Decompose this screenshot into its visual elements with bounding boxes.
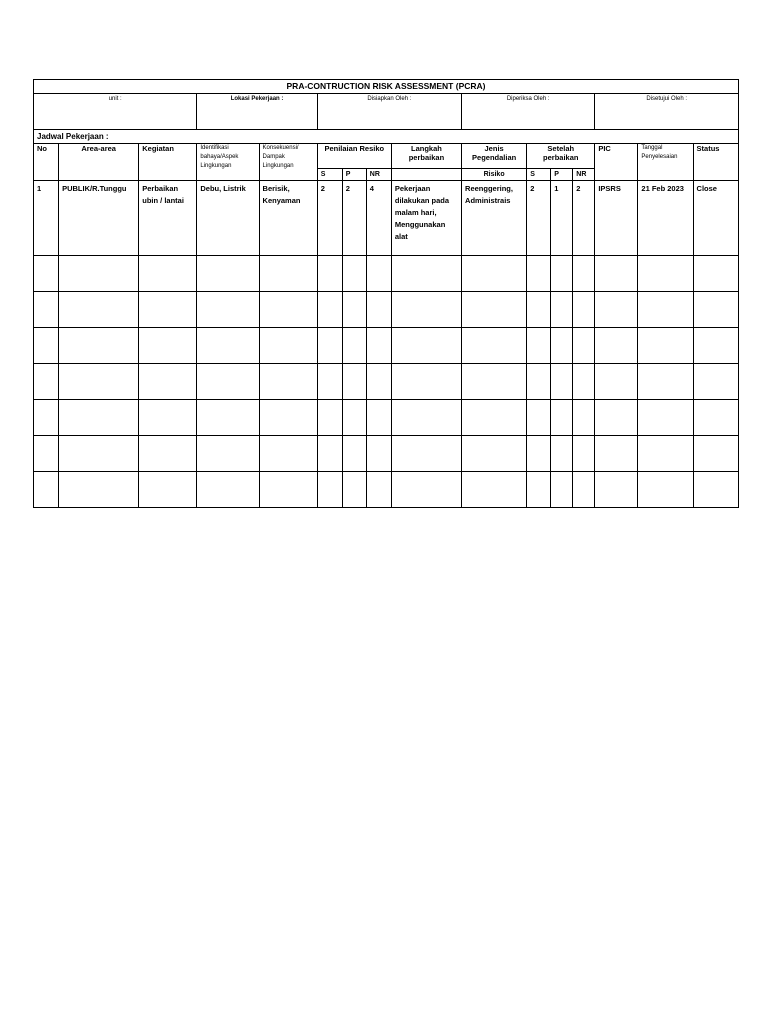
empty-cell [638,364,693,400]
empty-cell [638,328,693,364]
empty-cell [693,436,738,472]
empty-cell [638,400,693,436]
empty-cell [34,328,59,364]
empty-cell [139,436,197,472]
empty-cell [573,364,595,400]
empty-cell [259,256,317,292]
empty-cell [693,400,738,436]
disetujui-field: Disetujui Oleh : [595,94,739,130]
empty-cell [527,364,551,400]
empty-cell [342,256,366,292]
lokasi-field: Lokasi Pekerjaan : [197,94,317,130]
empty-cell [462,328,527,364]
header-nr: NR [366,169,391,181]
header-setelah: Setelah perbaikan [527,144,595,169]
empty-cell [366,328,391,364]
empty-cell [259,364,317,400]
empty-cell [34,472,59,508]
header-s2: S [527,169,551,181]
empty-cell [527,400,551,436]
empty-cell [391,292,461,328]
header-row [34,144,739,169]
empty-cell [638,436,693,472]
empty-cell [259,292,317,328]
empty-cell [595,256,638,292]
empty-cell [139,328,197,364]
empty-table-row [34,328,739,364]
empty-cell [573,292,595,328]
empty-cell [197,292,259,328]
empty-cell [595,472,638,508]
empty-cell [342,472,366,508]
empty-cell [595,328,638,364]
empty-cell [638,292,693,328]
pcra-form [33,79,739,508]
header-s: S [317,169,342,181]
empty-table-row [34,292,739,328]
empty-cell [391,436,461,472]
empty-cell [527,472,551,508]
empty-cell [366,364,391,400]
empty-cell [573,436,595,472]
empty-cell [139,472,197,508]
cell-kegiatan: Perbaikan ubin / lantai [139,181,197,256]
empty-cell [317,256,342,292]
signature-row [34,94,739,130]
empty-cell [139,292,197,328]
empty-cell [551,256,573,292]
cell-area: PUBLIK/R.Tunggu [59,181,139,256]
empty-cell [317,292,342,328]
empty-cell [59,328,139,364]
empty-cell [595,436,638,472]
empty-table-row [34,400,739,436]
empty-cell [59,472,139,508]
empty-cell [317,472,342,508]
cell-status: Close [693,181,738,256]
empty-cell [391,328,461,364]
empty-cell [139,400,197,436]
disiapkan-field: Disiapkan Oleh : [317,94,461,130]
empty-cell [34,292,59,328]
empty-cell [551,400,573,436]
cell-p: 2 [342,181,366,256]
empty-cell [59,292,139,328]
empty-cell [391,400,461,436]
empty-cell [317,436,342,472]
empty-cell [693,328,738,364]
empty-cell [317,364,342,400]
cell-konsekuensi: Berisik, Kenyaman [259,181,317,256]
empty-cell [59,256,139,292]
empty-cell [139,256,197,292]
empty-cell [366,400,391,436]
empty-cell [551,436,573,472]
header-pic: PIC [595,144,638,181]
empty-cell [551,292,573,328]
header-nr2: NR [573,169,595,181]
empty-cell [259,400,317,436]
pcra-table [33,79,739,508]
empty-cell [462,400,527,436]
header-risiko: Risiko [462,169,527,181]
empty-cell [366,292,391,328]
empty-cell [638,472,693,508]
empty-cell [693,256,738,292]
empty-cell [551,364,573,400]
empty-cell [638,256,693,292]
empty-cell [462,256,527,292]
empty-cell [197,364,259,400]
table-row [34,181,739,256]
empty-cell [573,328,595,364]
empty-cell [342,328,366,364]
empty-cell [197,400,259,436]
empty-cell [551,328,573,364]
empty-cell [462,292,527,328]
empty-rows [34,256,739,508]
empty-cell [197,472,259,508]
empty-cell [462,472,527,508]
empty-cell [573,256,595,292]
cell-identifikasi: Debu, Listrik [197,181,259,256]
jadwal-field: Jadwal Pekerjaan : [34,130,739,144]
empty-cell [197,328,259,364]
empty-cell [197,436,259,472]
cell-s: 2 [317,181,342,256]
empty-cell [527,436,551,472]
empty-cell [595,400,638,436]
empty-cell [366,256,391,292]
empty-cell [59,364,139,400]
empty-cell [366,436,391,472]
empty-cell [391,256,461,292]
header-status: Status [693,144,738,181]
empty-cell [391,364,461,400]
empty-cell [342,292,366,328]
empty-cell [693,364,738,400]
header-area: Area-area [59,144,139,181]
empty-cell [693,292,738,328]
empty-cell [139,364,197,400]
empty-cell [259,472,317,508]
empty-cell [59,436,139,472]
header-p2: P [551,169,573,181]
empty-cell [595,292,638,328]
empty-table-row [34,436,739,472]
cell-p2: 1 [551,181,573,256]
empty-cell [34,364,59,400]
form-title: PRA-CONTRUCTION RISK ASSESSMENT (PCRA) [34,80,739,94]
empty-cell [462,436,527,472]
empty-cell [342,400,366,436]
header-langkah-blank [391,169,461,181]
header-no: No [34,144,59,181]
cell-tanggal: 21 Feb 2023 [638,181,693,256]
header-penilaian: Penilaian Resiko [317,144,391,169]
cell-langkah: Pekerjaan dilakukan pada malam hari, Menggunakan alat [391,181,461,256]
cell-jenis: Reenggering, Administrais [462,181,527,256]
cell-nr: 4 [366,181,391,256]
empty-cell [259,328,317,364]
empty-cell [595,364,638,400]
empty-cell [317,400,342,436]
empty-cell [693,472,738,508]
empty-cell [34,256,59,292]
header-p: P [342,169,366,181]
header-kegiatan: Kegiatan [139,144,197,181]
empty-cell [391,472,461,508]
header-langkah: Langkah perbaikan [391,144,461,169]
empty-cell [342,436,366,472]
empty-cell [34,400,59,436]
empty-cell [366,472,391,508]
empty-cell [573,472,595,508]
empty-cell [527,256,551,292]
empty-cell [527,328,551,364]
header-tanggal: Tanggal Penyelesaian [638,144,693,181]
empty-cell [551,472,573,508]
empty-cell [342,364,366,400]
header-jenis: Jenis Pegendalian [462,144,527,169]
empty-cell [59,400,139,436]
cell-nr2: 2 [573,181,595,256]
empty-cell [197,256,259,292]
cell-pic: IPSRS [595,181,638,256]
empty-cell [34,436,59,472]
empty-cell [462,364,527,400]
header-identifikasi: Identifikasi bahaya/Aspek Lingkungan [197,144,259,181]
unit-field: unit : [34,94,197,130]
diperiksa-field: Diperiksa Oleh : [462,94,595,130]
empty-cell [573,400,595,436]
empty-table-row [34,364,739,400]
empty-cell [317,328,342,364]
cell-no: 1 [34,181,59,256]
empty-table-row [34,472,739,508]
empty-cell [527,292,551,328]
empty-table-row [34,256,739,292]
cell-s2: 2 [527,181,551,256]
header-konsekuensi: Konsekuensi/ Dampak Lingkungan [259,144,317,181]
empty-cell [259,436,317,472]
